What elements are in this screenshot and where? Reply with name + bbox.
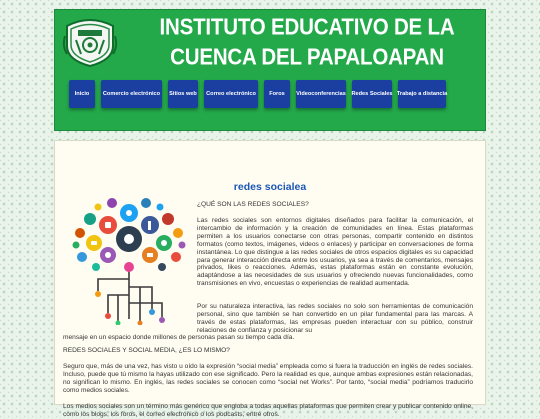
nav-item-correo-electronico[interactable]: Correo electrónico	[204, 80, 258, 108]
paragraph-interactive-nature: Por su naturaleza interactiva, las redes sociales no solo son herramientas de comunicación personal, sino que también se han convertido en un pilar fundamental para las marcas. A través de estas plataformas, las empresas pueden interactuar con su público, construir relaciones de confianza y posicionar su	[197, 303, 473, 334]
nav-item-trabajo-a-distancia[interactable]: Trabajo a distancia	[398, 80, 446, 108]
nav-item-inicio[interactable]: Inicio	[69, 80, 95, 108]
nav-item-sitios-web[interactable]: Sitios web	[168, 80, 198, 108]
nav-item-redes-sociales[interactable]: Redes Sociales	[352, 80, 392, 108]
institution-crest-icon	[61, 16, 119, 68]
question-what-are-social-networks: ¿QUÉ SON LAS REDES SOCIALES?	[197, 201, 309, 208]
social-network-tree-illustration	[68, 195, 190, 325]
main-navigation	[69, 80, 446, 108]
nav-item-foros[interactable]: Foros	[264, 80, 290, 108]
paragraph-definition: Las redes sociales son entornos digitales diseñados para facilitar la comunicación, el intercambio de información y la creación de comunidades en línea. Estas plataformas permiten a los usuarios conectarse con otras personas, compartir contenido en distintos formatos (como textos, imágenes, videos o enlaces) y participar en conversaciones de forma instantánea. Lo que distingue a las redes sociales de otros espacios digitales es su capacidad para generar interacción directa entre los usuarios, ya sea a través de comentarios, mensajes privados, likes o reacciones. Además, estas plataformas están en constante evolución, adaptándose a las necesidades de sus usuarios y ofreciendo nuevas funcionalidades, como transmisiones en vivo, encuestas o experiencias de realidad aumentada.	[197, 217, 473, 288]
page-title: redes socialea	[233, 181, 307, 193]
question-social-media-same: REDES SOCIALES Y SOCIAL MEDIA, ¿ES LO MISMO?	[63, 347, 230, 354]
main-content	[54, 140, 486, 418]
paragraph-social-media: Seguro que, más de una vez, has visto u oído la expresión “social media” empleada como si fuera la traducción en inglés de redes sociales. Incluso, puede que tú mismo la hayas utilizado con ese significado. Pero la realidad es que, aunque ambas expresiones están relacionadas, no significan lo mismo. En inglés, las redes sociales se conocen como “social net Works”. Por tanto, “social media” podríamos traducirlo como medios sociales.	[63, 363, 473, 394]
site-header	[54, 9, 486, 131]
nav-item-videoconferencias[interactable]: Videoconferencias	[296, 80, 346, 108]
site-title: INSTITUTO EDUCATIVO DE LA CUENCA DEL PAPALOAPAN	[159, 14, 455, 71]
site-container	[54, 9, 486, 418]
paragraph-interactive-nature-end: mensaje en un espacio donde millones de personas pasan su tiempo cada día.	[63, 334, 295, 341]
paragraph-medios-sociales: Los medios sociales son un término más genérico que engloba a todas aquellas plataformas que permiten crear y publicar contenido online, como los blogs, los foros, el correo electrónico o los podcasts, entre otros.	[63, 403, 473, 418]
nav-item-comercio-electronico[interactable]: Comercio electrónico	[101, 80, 162, 108]
